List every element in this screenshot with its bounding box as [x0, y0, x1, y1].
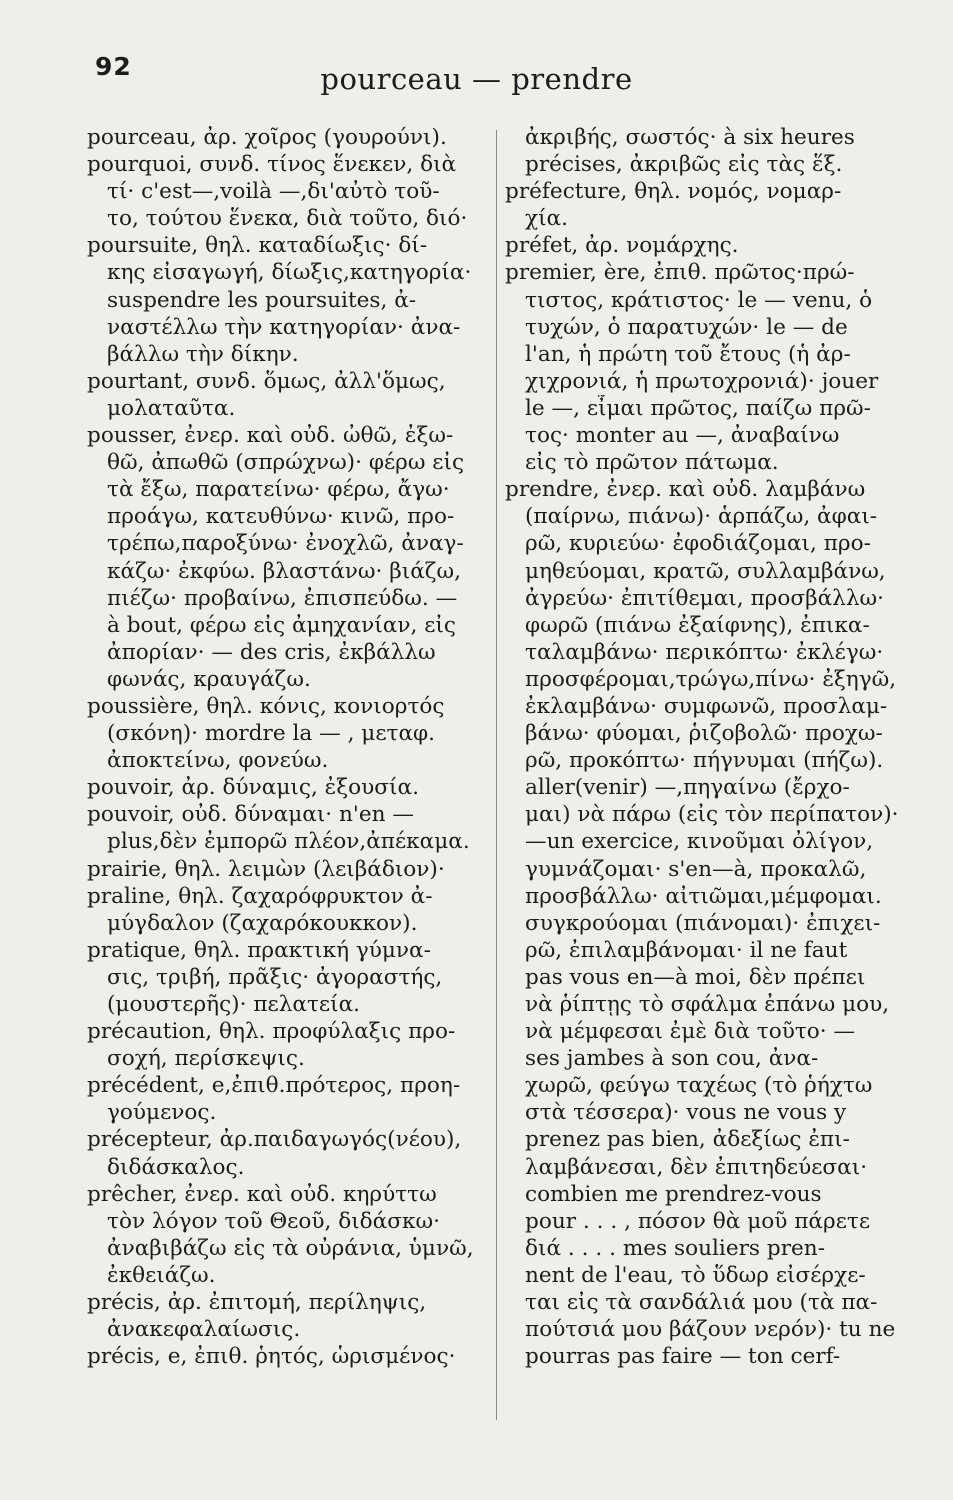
entry-continuation-line: μύγδαλον (ζαχαρόκουκκον).	[107, 910, 418, 936]
entry-continuation-line: combien me prendrez-vous	[525, 1181, 822, 1207]
entry-continuation-line: προάγω, κατευθύνω· κινῶ, προ-	[107, 504, 455, 530]
entry-continuation-line: pas vous en—à moi, δὲν πρέπει	[525, 964, 866, 990]
entry-continuation-line: προσβάλλω· αἰτιῶμαι,μέμφομαι.	[525, 883, 882, 909]
entry-continuation-line: νὰ μέμφεσαι ἐμὲ διὰ τοῦτο· —	[525, 1019, 856, 1045]
entry-continuation-line: prenez pas bien, ἀδεξίως ἐπι-	[525, 1127, 850, 1153]
entry-continuation-line: τυχών, ὁ παρατυχών· le — de	[525, 314, 848, 340]
running-head: pourceau — prendre	[320, 62, 633, 96]
entry-continuation-line: πιέζω· προβαίνω, ἐπισπεύδω. —	[107, 585, 458, 611]
entry-continuation-line: ται εἰς τὰ σανδάλιά μου (τὰ πα-	[525, 1290, 878, 1316]
entry-continuation-line: κάζω· ἐκφύω. βλαστάνω· βιάζω,	[107, 558, 461, 584]
entry-continuation-line: ἀποκτείνω, φονεύω.	[107, 748, 329, 774]
entry-headword-line: pratique, θηλ. πρακτική γύμνα-	[87, 937, 431, 963]
entry-continuation-line: προσφέρομαι,τρώγω,πίνω· ἐξηγῶ,	[525, 666, 897, 692]
entry-continuation-line: σοχή, περίσκεψις.	[107, 1046, 305, 1072]
entry-continuation-line: ρῶ, ἐπιλαμβάνομαι· il ne faut	[525, 937, 848, 963]
entry-continuation-line: ρῶ, κυριεύω· ἐφοδιάζομαι, προ-	[525, 531, 871, 557]
entry-headword-line: poussière, θηλ. κόνις, κονιορτός	[87, 693, 445, 719]
entry-headword-line: poursuite, θηλ. καταδίωξις· δί-	[87, 233, 428, 259]
entry-continuation-line: plus,δὲν ἐμπορῶ πλέον,ἀπέκαμα.	[107, 829, 470, 855]
column-divider	[496, 130, 497, 1420]
entry-continuation-line: ses jambes à son cou, ἀνα-	[525, 1046, 819, 1072]
entry-continuation-line: ἐκλαμβάνω· συμφωνῶ, προσλαμ-	[525, 693, 888, 719]
entry-headword-line: pourquoi, συνδ. τίνος ἕνεκεν, διὰ	[87, 152, 457, 178]
entry-headword-line: précis, ἀρ. ἐπιτομή, περίληψις,	[87, 1290, 427, 1316]
entry-continuation-line: pour . . . , πόσον θὰ μοῦ πάρετε	[525, 1208, 871, 1234]
entry-continuation-line: ναστέλλω τὴν κατηγορίαν· ἀνα-	[107, 314, 461, 340]
entry-continuation-line: βάλλω τὴν δίκην.	[107, 341, 299, 367]
entry-continuation-line: le —, εἶμαι πρῶτος, παίζω πρῶ-	[525, 395, 871, 421]
entry-continuation-line: φωνάς, κραυγάζω.	[107, 666, 311, 692]
entry-headword-line: précis, e, ἐπιθ. ῥητός, ὡρισμένος·	[87, 1344, 456, 1370]
entry-headword-line: pouvoir, οὐδ. δύναμαι· n'en —	[87, 802, 415, 828]
entry-continuation-line: τὸν λόγον τοῦ Θεοῦ, διδάσκω·	[107, 1208, 440, 1234]
right-column	[505, 124, 905, 1370]
entry-continuation-line: (μουστερῆς)· πελατεία.	[107, 992, 361, 1017]
entry-headword-line: pourtant, συνδ. ὅμως, ἀλλ'ὅμως,	[87, 368, 446, 394]
entry-continuation-line: ρῶ, προκόπτω· πήγνυμαι (πήζω).	[525, 748, 884, 774]
entry-continuation-line: εἰς τὸ πρῶτον πάτωμα.	[525, 450, 779, 476]
entry-continuation-line: à bout, φέρω εἰς ἀμηχανίαν, εἰς	[107, 612, 456, 638]
entry-continuation-line: τί· c'est—,voilà —,δι'αὐτὸ τοῦ-	[107, 179, 440, 205]
entry-continuation-line: ἀνακεφαλαίωσις.	[107, 1317, 301, 1343]
entry-continuation-line: συγκρούομαι (πιάνομαι)· ἐπιχει-	[525, 910, 881, 936]
entry-continuation-line: μολαταῦτα.	[107, 395, 236, 421]
left-column	[87, 124, 487, 1370]
entry-continuation-line: χωρῶ, φεύγω ταχέως (τὸ ῥήχτω	[525, 1073, 873, 1099]
entry-continuation-line: στὰ τέσσερα)· vous ne vous y	[525, 1100, 847, 1126]
entry-continuation-line: ἀναβιβάζω εἰς τὰ οὐράνια, ὑμνῶ,	[107, 1235, 474, 1261]
entry-continuation-line: τιστος, κράτιστος· le — venu, ὁ	[525, 287, 873, 313]
entry-headword-line: précédent, e,ἐπιθ.πρότερος, προη-	[87, 1073, 461, 1099]
entry-continuation-line: τὰ ἔξω, παρατείνω· φέρω, ἄγω·	[107, 477, 450, 503]
entry-continuation-line: χιχρονιά, ἡ πρωτοχρονιά)· jouer	[525, 368, 879, 394]
entry-continuation-line: διά . . . . mes souliers pren-	[525, 1235, 826, 1261]
entry-continuation-line: ἐκθειάζω.	[107, 1262, 216, 1288]
entry-continuation-line: νὰ ῥίπτῃς τὸ σφάλμα ἐπάνω μου,	[525, 992, 890, 1017]
entry-continuation-line: τρέπω,παροξύνω· ἐνοχλῶ, ἀναγ-	[107, 531, 464, 557]
entry-continuation-line: θῶ, ἀπωθῶ (σπρώχνω)· φέρω εἰς	[107, 450, 465, 476]
entry-continuation-line: γυμνάζομαι· s'en—à, προκαλῶ,	[525, 856, 867, 882]
entry-continuation-line: διδάσκαλος.	[107, 1154, 245, 1180]
page-number: 92	[95, 52, 132, 81]
entry-headword-line: précepteur, ἀρ.παιδαγωγός(νέου),	[87, 1127, 462, 1153]
entry-continuation-line: aller(venir) —,πηγαίνω (ἔρχο-	[525, 775, 850, 801]
entry-headword-line: pouvoir, ἀρ. δύναμις, ἐξουσία.	[87, 775, 419, 801]
entry-continuation-line: pourras pas faire — ton cerf-	[525, 1344, 841, 1370]
entry-headword-line: prairie, θηλ. λειμὼν (λειβάδιον)·	[87, 856, 445, 882]
entry-continuation-line: suspendre les poursuites, ἀ-	[107, 287, 417, 313]
entry-headword-line: pousser, ἐνερ. καὶ οὐδ. ὠθῶ, ἐξω-	[87, 423, 454, 449]
entry-continuation-line: ἀπορίαν· — des cris, ἐκβάλλω	[107, 639, 436, 665]
entry-continuation-line: (παίρνω, πιάνω)· ἁρπάζω, ἀφαι-	[525, 504, 878, 530]
entry-continuation-line: βάνω· φύομαι, ῥιζοβολῶ· προχω-	[525, 721, 883, 747]
entry-continuation-line: μηθεύομαι, κρατῶ, συλλαμβάνω,	[525, 558, 886, 584]
entry-continuation-line: ἀγρεύω· ἐπιτίθεμαι, προσβάλλω·	[525, 585, 885, 611]
entry-headword-line: pourceau, ἀρ. χοῖρος (γουρούνι).	[87, 125, 447, 150]
entry-continuation-line: nent de l'eau, τὸ ὕδωρ εἰσέρχε-	[525, 1262, 866, 1288]
entry-continuation-line: (σκόνη)· mordre la — , μεταφ.	[107, 721, 436, 747]
entry-headword-line: préfecture, θηλ. νομός, νομαρ-	[505, 179, 842, 205]
entry-continuation-line: τος· monter au —, ἀναβαίνω	[525, 423, 840, 449]
entry-headword-line: précaution, θηλ. προφύλαξις προ-	[87, 1019, 456, 1045]
entry-continuation-line: λαμβάνεσαι, δὲν ἐπιτηδεύεσαι·	[525, 1154, 868, 1180]
entry-headword-line: prendre, ἐνερ. καὶ οὐδ. λαμβάνω	[505, 477, 866, 503]
entry-headword-line: premier, ère, ἐπιθ. πρῶτος·πρώ-	[505, 260, 855, 286]
entry-continuation-line: ταλαμβάνω· περικόπτω· ἐκλέγω·	[525, 639, 884, 665]
entry-continuation-line: φωρῶ (πιάνω ἐξαίφνης), ἐπικα-	[525, 612, 870, 638]
entry-headword-line: praline, θηλ. ζαχαρόφρυκτον ἀ-	[87, 883, 433, 909]
entry-continuation-line: γούμενος.	[107, 1100, 217, 1126]
entry-continuation-line: —un exercice, κινοῦμαι ὀλίγον,	[525, 829, 874, 855]
entry-continuation-line: πούτσιά μου βάζουν νερόν)· tu ne	[525, 1317, 896, 1343]
entry-continuation-line: l'an, ἡ πρώτη τοῦ ἔτους (ἡ ἀρ-	[525, 341, 851, 367]
entry-continuation-line: précises, ἀκριβῶς εἰς τὰς ἕξ.	[525, 152, 843, 178]
entry-headword-line: préfet, ἀρ. νομάρχης.	[505, 233, 739, 259]
entry-headword-line: prêcher, ἐνερ. καὶ οὐδ. κηρύττω	[87, 1181, 437, 1207]
entry-continuation-line: κης εἰσαγωγή, δίωξις,κατηγορία·	[107, 260, 472, 286]
entry-continuation-line: ἀκριβής, σωστός· à six heures	[525, 125, 855, 150]
entry-continuation-line: σις, τριβή, πρᾶξις· ἀγοραστής,	[107, 964, 443, 990]
entry-continuation-line: χία.	[525, 206, 568, 232]
entry-continuation-line: μαι) νὰ πάρω (εἰς τὸν περίπατον)·	[525, 802, 899, 828]
entry-continuation-line: το, τούτου ἕνεκα, διὰ τοῦτο, διό·	[107, 206, 468, 232]
